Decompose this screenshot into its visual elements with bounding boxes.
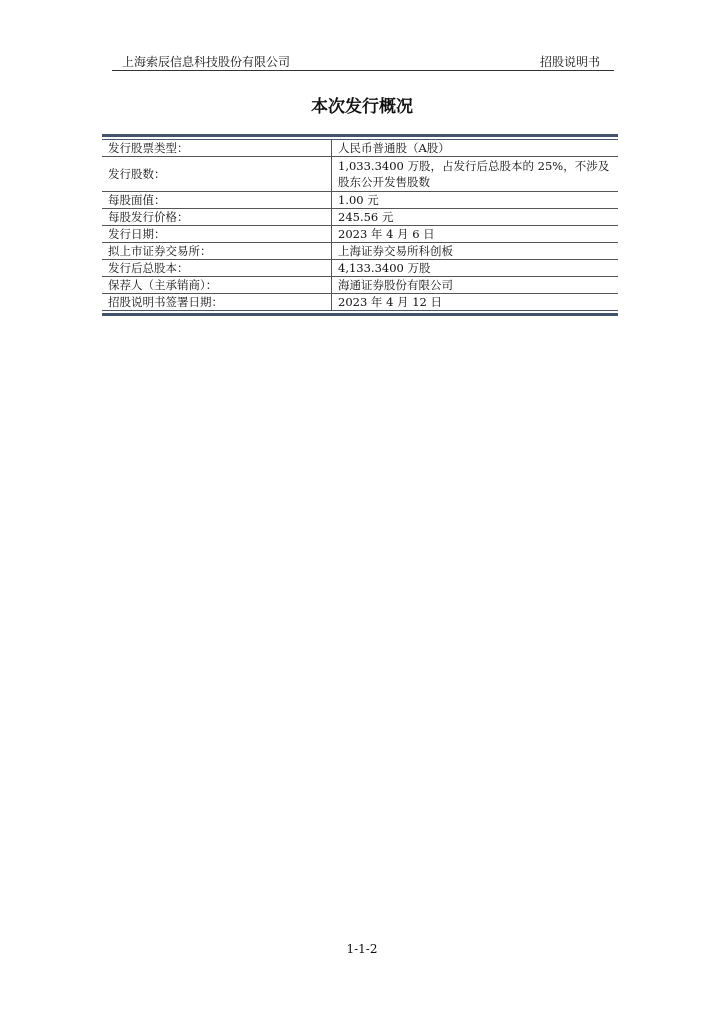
row-label: 每股发行价格： (102, 209, 332, 226)
table-row (102, 260, 618, 277)
table-row (102, 157, 618, 192)
header-company-name: 上海索辰信息科技股份有限公司 (122, 55, 291, 69)
offering-summary-table (102, 134, 618, 316)
row-value: 4,133.3400 万股 (332, 260, 619, 277)
row-label: 发行股票类型： (102, 140, 332, 157)
table-top-rule-thick (102, 134, 618, 137)
row-label: 拟上市证券交易所： (102, 243, 332, 260)
row-label: 发行股数： (102, 157, 332, 192)
row-value: 245.56 元 (332, 209, 619, 226)
table-row (102, 209, 618, 226)
table-row (102, 192, 618, 209)
row-value: 上海证券交易所科创板 (332, 243, 619, 260)
header-document-type: 招股说明书 (539, 55, 600, 69)
row-label: 招股说明书签署日期： (102, 294, 332, 311)
table-row (102, 243, 618, 260)
row-value: 2023 年 4 月 6 日 (332, 226, 619, 243)
page-title: 本次发行概况 (311, 97, 413, 117)
row-value: 1,033.3400 万股，占发行后总股本的 25%，不涉及股东公开发售股数 (332, 157, 619, 192)
table-row (102, 294, 618, 311)
row-label: 发行后总股本： (102, 260, 332, 277)
table-bottom-rule-thin (102, 310, 618, 311)
page-number: 1-1-2 (346, 942, 378, 956)
row-value: 1.00 元 (332, 192, 619, 209)
row-label: 保荐人（主承销商）： (102, 277, 332, 294)
row-value: 人民币普通股（A股） (332, 140, 619, 157)
table-row (102, 226, 618, 243)
table-bottom-rule-thick (102, 313, 618, 316)
page-header (112, 52, 614, 71)
row-value: 海通证券股份有限公司 (332, 277, 619, 294)
table-row (102, 277, 618, 294)
table-row (102, 140, 618, 157)
row-label: 每股面值： (102, 192, 332, 209)
row-label: 发行日期： (102, 226, 332, 243)
row-value: 2023 年 4 月 12 日 (338, 295, 442, 309)
